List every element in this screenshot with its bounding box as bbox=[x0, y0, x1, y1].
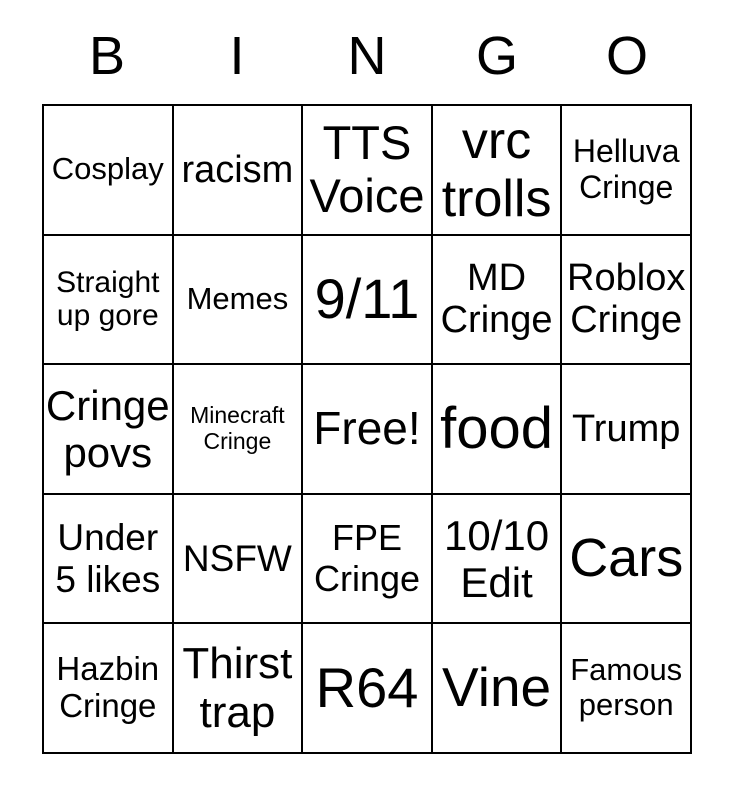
bingo-cell[interactable]: Trump bbox=[561, 364, 691, 494]
bingo-cell[interactable]: Under 5 likes bbox=[43, 494, 173, 624]
bingo-header-letter-g: G bbox=[475, 26, 518, 86]
bingo-cell[interactable]: 10/10 Edit bbox=[432, 494, 562, 624]
bingo-cell[interactable]: Memes bbox=[173, 235, 303, 365]
bingo-cell[interactable]: Straight up gore bbox=[43, 235, 173, 365]
bingo-cell[interactable]: Famous person bbox=[561, 623, 691, 753]
bingo-header-letter-b: B bbox=[88, 26, 126, 86]
bingo-cell[interactable]: Roblox Cringe bbox=[561, 235, 691, 365]
bingo-cell[interactable]: FPE Cringe bbox=[302, 494, 432, 624]
bingo-cell[interactable]: Cringe povs bbox=[43, 364, 173, 494]
bingo-cell[interactable]: Thirst trap bbox=[173, 623, 303, 753]
bingo-header-letter-o: O bbox=[605, 26, 648, 86]
bingo-cell[interactable]: TTS Voice bbox=[302, 105, 432, 235]
bingo-cell[interactable]: NSFW bbox=[173, 494, 303, 624]
bingo-cell[interactable]: 9/11 bbox=[302, 235, 432, 365]
bingo-header-letter-n: N bbox=[347, 26, 387, 86]
bingo-cell[interactable]: Cars bbox=[561, 494, 691, 624]
bingo-header bbox=[42, 18, 692, 94]
bingo-cell[interactable]: Cosplay bbox=[43, 105, 173, 235]
bingo-cell[interactable]: Free! bbox=[302, 364, 432, 494]
bingo-cell[interactable]: racism bbox=[173, 105, 303, 235]
bingo-cell[interactable]: Vine bbox=[432, 623, 562, 753]
bingo-cell[interactable]: vrc trolls bbox=[432, 105, 562, 235]
bingo-cell[interactable]: Hazbin Cringe bbox=[43, 623, 173, 753]
bingo-header-letter-i: I bbox=[229, 26, 245, 86]
bingo-cell[interactable]: Helluva Cringe bbox=[561, 105, 691, 235]
bingo-cell[interactable]: food bbox=[432, 364, 562, 494]
bingo-grid bbox=[42, 104, 692, 754]
bingo-cell[interactable]: MD Cringe bbox=[432, 235, 562, 365]
bingo-cell[interactable]: Minecraft Cringe bbox=[173, 364, 303, 494]
bingo-cell[interactable]: R64 bbox=[302, 623, 432, 753]
